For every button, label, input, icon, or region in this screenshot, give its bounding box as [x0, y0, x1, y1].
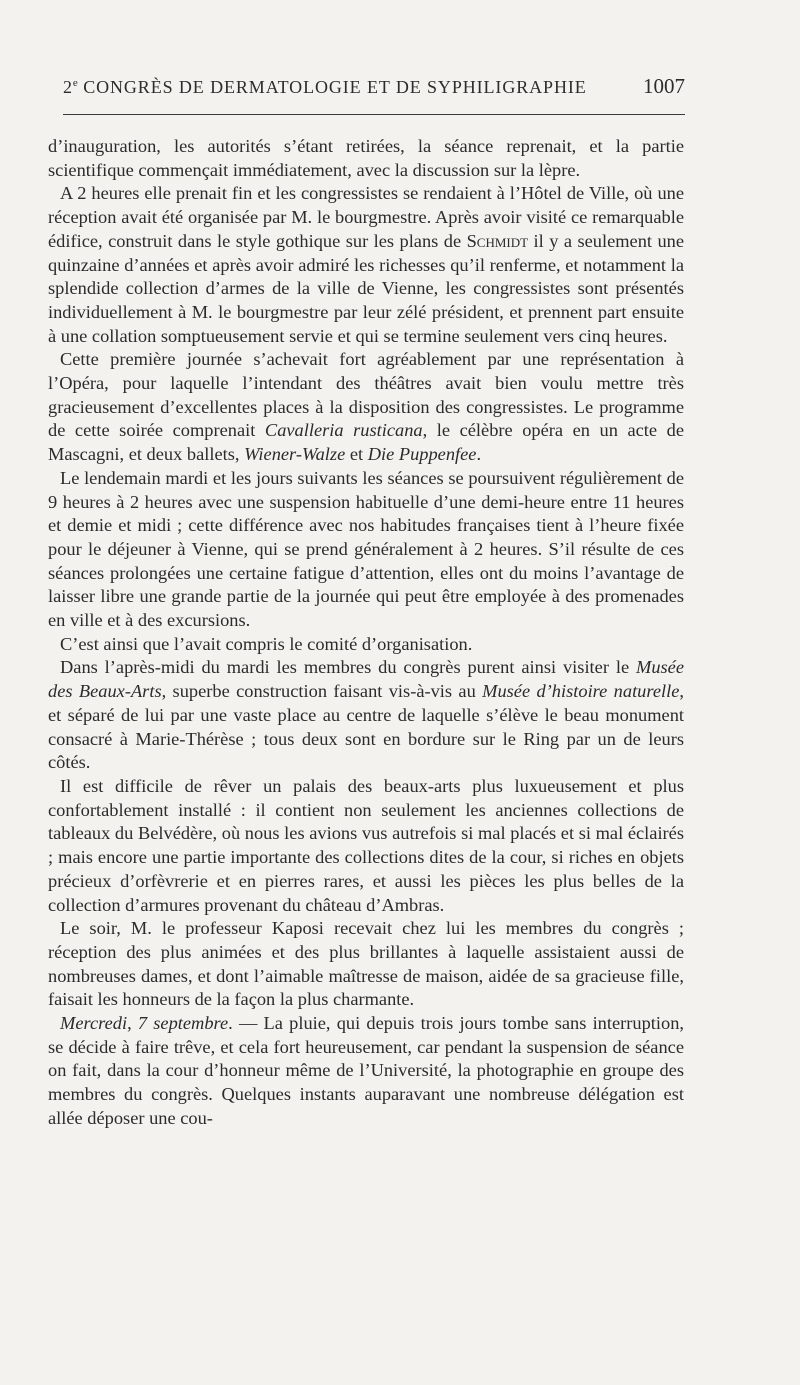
- paragraph: [48, 467, 684, 633]
- text-run: d’inauguration, les autorités s’étant retirées, la séance reprenait, et la partie scientifique commençait immédiatement, avec la discussion sur la lèpre.: [48, 136, 684, 180]
- italic-text: Musée d’histoire naturelle: [482, 681, 680, 702]
- text-run: ,: [127, 1013, 138, 1034]
- text-run: Le lendemain mardi et les jours suivants les séances se poursuivent régulièrement de 9 heures à 2 heures avec une suspension habituelle d’une demi-heure entre 11 heures et demie et midi ; cette différence avec nos habitudes françaises tient à l’heure fixée pour le déjeuner à Vienne, qui se prend généralement à 2 heures. S’il résulte de ces séances prolongées une certaine fatigue d’attention, elles ont du moins l’avantage de laisser libre une grande partie de la journée qui peut être employée à des promenades en ville et à des excursions.: [48, 467, 684, 631]
- italic-text: 7 septembre: [137, 1013, 229, 1034]
- paragraph: [48, 1012, 684, 1131]
- running-title-ordinal: 2: [63, 77, 73, 97]
- paragraph: [48, 348, 684, 467]
- running-title-text: CONGRÈS DE DERMATOLOGIE ET DE SYPHILIGRAPHIE: [77, 77, 587, 97]
- paragraph: [48, 182, 684, 348]
- text-run: Il est difficile de rêver un palais des beaux-arts plus luxueusement et plus confortablement installé : il contient non seulement les anciennes collections de tableaux du Belvédère, où nous les avions vus autrefois si mal placés et si mal éclairés ; mais encore une partie importante des collections dites de la cour, si riches en objets précieux d’orfèvrerie et en pierres rares, et aussi les pièces les plus belles de la collection d’armures provenant du château d’Ambras.: [48, 775, 684, 915]
- text-run: il y a seulement une quinzaine d’années et après avoir admiré les richesses qu’il renferme, et notamment la splendide collection d’armes de la ville de Vienne, les congressistes sont présentés individuellement à M. le bourgmestre par leur zélé président, et prennent part ensuite à une collation somptueusement servie et qui se termine seulement vers cinq heures.: [48, 230, 684, 346]
- text-run: et: [345, 444, 368, 465]
- page-number: 1007: [643, 74, 685, 98]
- running-title-ordinal-suffix: e: [72, 77, 78, 89]
- paragraph: [48, 656, 684, 775]
- italic-text: Mercredi: [60, 1013, 128, 1034]
- text-run: Dans l’après-midi du mardi les membres du congrès purent ainsi visiter le: [60, 657, 636, 678]
- italic-text: Cavalleria rusticana: [264, 420, 423, 441]
- text-run: A 2 heures elle prenait fin et les congressistes se rendaient à l’Hôtel de Ville, où une réception avait été organisée par M. le bourgmestre. Après avoir visité ce remarquable édifice, construit dans le style gothique sur les plans de: [48, 183, 684, 251]
- text-run: , et séparé de lui par une vaste place au centre de laquelle s’élève le beau monument consacré à Marie-Thérèse ; tous deux sont en bordure sur le Ring par un de leurs côtés.: [48, 681, 684, 773]
- text-run: .: [476, 444, 482, 465]
- paragraph: [48, 775, 684, 917]
- running-header: [63, 74, 685, 104]
- italic-text: Musée des Beaux-Arts: [48, 657, 684, 702]
- small-caps-name: Schmidt: [466, 230, 529, 251]
- text-run: , superbe construction faisant vis-à-vis au: [161, 681, 483, 702]
- text-run: , le célèbre opéra en un acte de Mascagni, et deux ballets,: [48, 420, 684, 465]
- text-run: C’est ainsi que l’avait compris le comité d’organisation.: [60, 633, 473, 654]
- text-run: Cette première journée s’achevait fort agréablement par une représentation à l’Opéra, pour laquelle l’intendant des théâtres avait bien voulu mettre très gracieusement d’excellentes places à la disposition des congressistes. Le programme de cette soirée comprenait: [48, 349, 684, 441]
- paragraph: [48, 633, 684, 657]
- italic-text: Die Puppenfee: [367, 444, 477, 465]
- paragraph: [48, 917, 684, 1012]
- italic-text: Wiener-Walze: [244, 444, 346, 465]
- text-run: Le soir, M. le professeur Kaposi recevait chez lui les membres du congrès ; réception des plus animées et des plus brillantes à laquelle assistaient aussi de nombreuses dames, et dont l’aimable maîtresse de maison, aidée de sa gracieuse fille, faisait les honneurs de la façon la plus charmante.: [48, 918, 684, 1010]
- running-title: [63, 77, 587, 98]
- header-rule: [63, 114, 685, 115]
- paragraph: [48, 135, 684, 182]
- text-run: . — La pluie, qui depuis trois jours tombe sans interruption, se décide à faire trêve, et cela fort heureusement, car pendant la suspension de séance on fait, dans la cour d’honneur même de l’Université, la photographie en groupe des membres du congrès. Quelques instants auparavant une nombreuse délégation est allée déposer une cou-: [48, 1013, 684, 1128]
- body-text: [48, 135, 684, 1131]
